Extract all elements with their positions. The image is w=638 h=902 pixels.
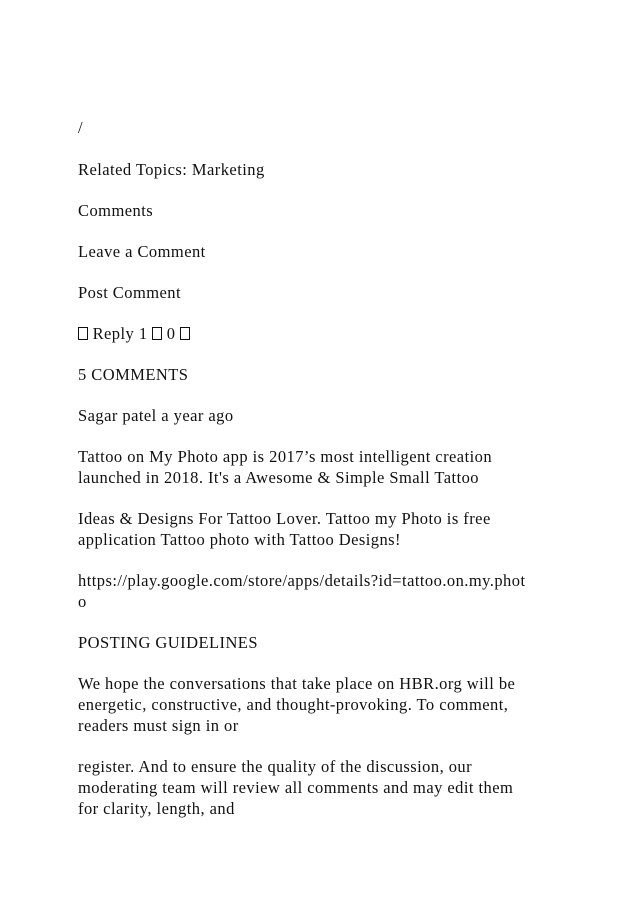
comment-text-line: Tattoo on My Photo app is 2017’s most intelligent creation [78, 447, 493, 466]
post-comment-button[interactable]: Post Comment [78, 283, 182, 302]
comment-author-line: Sagar patel a year ago [78, 406, 234, 425]
guidelines-text-line: moderating team will review all comments and may edit them [78, 778, 514, 797]
comment-text-line: launched in 2018. It's a Awesome & Simple Small Tattoo [78, 468, 480, 487]
related-topics[interactable]: Related Topics: Marketing [78, 160, 265, 179]
reply-count: 1 [138, 324, 148, 343]
guidelines-text-line: register. And to ensure the quality of the discussion, our [78, 757, 473, 776]
upvote-icon[interactable] [152, 327, 162, 340]
comment-text-line: application Tattoo photo with Tattoo Designs! [78, 530, 402, 549]
guidelines-text-line: energetic, constructive, and thought-provoking. To comment, [78, 695, 509, 714]
comment-link-line[interactable]: o [78, 592, 87, 611]
slash-separator: / [78, 118, 84, 137]
guidelines-text-line: readers must sign in or [78, 716, 239, 735]
guidelines-text-line: We hope the conversations that take place on HBR.org will be [78, 674, 516, 693]
comments-count-heading: 5 COMMENTS [78, 365, 189, 384]
leave-comment-link[interactable]: Leave a Comment [78, 242, 206, 261]
vote-count: 0 [166, 324, 176, 343]
guidelines-heading: POSTING GUIDELINES [78, 633, 258, 652]
reply-icon[interactable] [78, 327, 88, 340]
guidelines-text-line: for clarity, length, and [78, 799, 235, 818]
comments-heading: Comments [78, 201, 154, 220]
comment-link-line[interactable]: https://play.google.com/store/apps/details?id=tattoo.on.my.phot [78, 571, 526, 590]
share-icon[interactable] [180, 327, 190, 340]
comment-action-row [78, 323, 190, 344]
reply-link[interactable]: Reply [92, 324, 135, 343]
comment-text-line: Ideas & Designs For Tattoo Lover. Tattoo my Photo is free [78, 509, 491, 528]
